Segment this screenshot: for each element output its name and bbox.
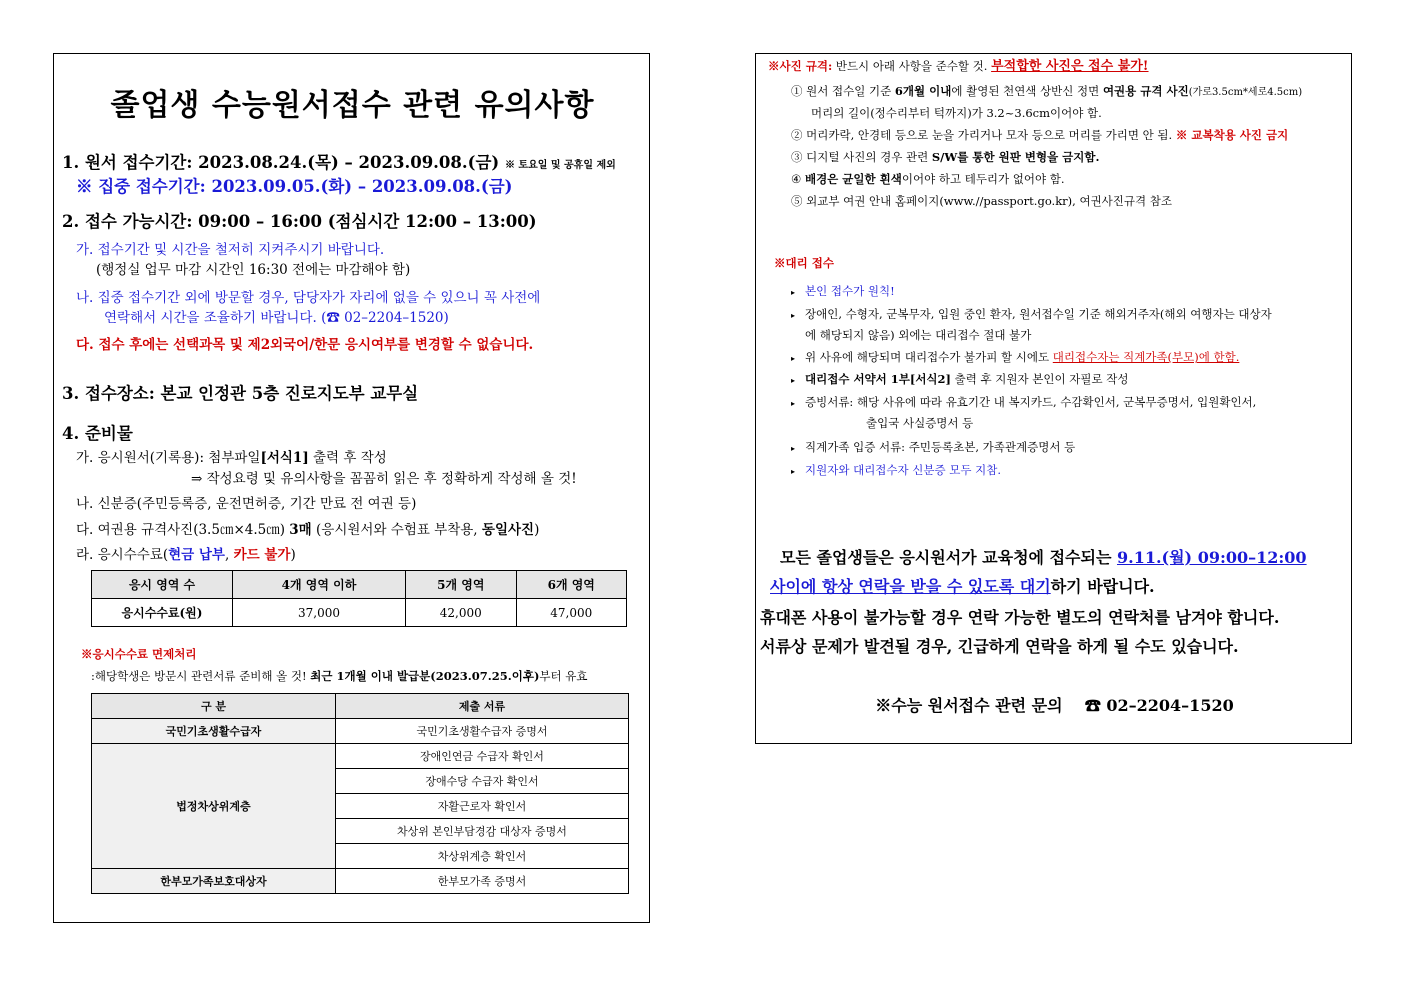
s4-item-da: 다. 여권용 규격사진(3.5㎝×4.5㎝) 3매 (응시원서와 수험표 부착용, 동일사진) — [76, 522, 540, 538]
s4-item-na: 나. 신분증(주민등록증, 운전면허증, 기간 만료 전 여권 등) — [76, 496, 417, 512]
page-title: 졸업생 수능원서접수 관련 유의사항 — [110, 88, 595, 123]
s4-item-ra: 라. 응시수수료(현금 납부, 카드 불가) — [76, 547, 296, 563]
section-4-heading: 4. 준비물 — [62, 424, 133, 443]
proxy-bullet-5-cont: 출입국 사실증명서 등 — [866, 416, 974, 430]
photo-rule-1: ① 원서 접수일 기준 6개월 이내에 촬영된 천연색 상반신 정면 여권용 규격 사진(가로3.5cm*세로4.5cm) — [791, 84, 1303, 98]
proxy-bullet-2-cont: 에 해당되지 않음) 외에는 대리접수 절대 불가 — [805, 328, 1032, 342]
proxy-heading: ※대리 접수 — [774, 256, 834, 270]
notice-line-2: 사이에 항상 연락을 받을 수 있도록 대기하기 바랍니다. — [770, 577, 1155, 596]
s4-item-ga-note: ⇒ 작성요령 및 유의사항을 꼼꼼히 읽은 후 정확하게 작성해 올 것! — [191, 471, 577, 487]
fee-header-cell: 6개 영역 — [516, 571, 627, 599]
section-2-heading: 2. 접수 가능시간: 09:00 – 16:00 (점심시간 12:00 – 13:00) — [62, 212, 537, 231]
docs-item: 차상위계층 확인서 — [336, 844, 629, 869]
docs-item: 차상위 본인부담경감 대상자 증명서 — [336, 819, 629, 844]
bullet-icon: ▸ — [791, 288, 796, 297]
fee-header-cell: 응시 영역 수 — [92, 571, 233, 599]
photo-rule-4: ④ 배경은 균일한 흰색이어야 하고 테두리가 없어야 함. — [791, 172, 1065, 186]
proxy-bullet-4: ▸ 대리접수 서약서 1부[서식2] 출력 후 지원자 본인이 자필로 작성 — [791, 372, 1129, 386]
fee-header-cell: 4개 영역 이하 — [233, 571, 406, 599]
bullet-icon: ▸ — [791, 399, 796, 408]
proxy-bullet-6: ▸ 직계가족 입증 서류: 주민등록초본, 가족관계증명서 등 — [791, 440, 1076, 454]
docs-item: 자활근로자 확인서 — [336, 794, 629, 819]
fee-table — [91, 570, 627, 627]
s2-item-da: 다. 접수 후에는 선택과목 및 제2외국어/한문 응시여부를 변경할 수 없습니다. — [76, 337, 534, 353]
fee-cell: 47,000 — [516, 599, 627, 627]
fee-row-label: 응시수수료(원) — [92, 599, 233, 627]
bullet-icon: ▸ — [791, 354, 796, 363]
docs-item: 장애수당 수급자 확인서 — [336, 769, 629, 794]
exempt-heading: ※응시수수료 면제처리 — [81, 647, 197, 661]
s2-item-na-cont: 연락해서 시간을 조율하기 바랍니다. (☎ 02–2204–1520) — [104, 310, 449, 326]
proxy-bullet-7: ▸ 지원자와 대리접수자 신분증 모두 지참. — [791, 463, 1002, 477]
fee-header-cell: 5개 영역 — [406, 571, 516, 599]
contact-time-link: 9.11.(월) 09:00–12:00 — [1116, 548, 1307, 567]
bullet-icon: ▸ — [791, 444, 796, 453]
notice-line-1: 모든 졸업생들은 응시원서가 교육청에 접수되는 9.11.(월) 09:00–12:00 — [780, 548, 1307, 567]
photo-rule-2: ② 머리카락, 안경테 등으로 눈을 가리거나 모자 등으로 머리를 가리면 안 됨. ※ 교복착용 사진 금지 — [791, 128, 1289, 142]
right-notice-page — [755, 53, 1352, 744]
bullet-icon: ▸ — [791, 311, 796, 320]
docs-category: 법정차상위계층 — [92, 744, 336, 869]
docs-item: 국민기초생활수급자 증명서 — [336, 719, 629, 744]
contact-info: ※수능 원서접수 관련 문의 ☎ 02–2204–1520 — [875, 696, 1234, 715]
proxy-bullet-5: ▸ 증빙서류: 해당 사유에 따라 유효기간 내 복지카드, 수감확인서, 군복무증명서, 입원확인서, — [791, 395, 1257, 409]
section-1-heading: 1. 원서 접수기간: 2023.08.24.(목) – 2023.09.08.(금) ※ 토요일 및 공휴일 제외 — [62, 153, 616, 172]
exempt-docs-table — [91, 693, 629, 894]
docs-header-cell: 구 분 — [92, 694, 336, 719]
docs-category: 한부모가족보호대상자 — [92, 869, 336, 894]
fee-cell: 42,000 — [406, 599, 516, 627]
photo-heading: ※사진 규격: 반드시 아래 사항을 준수할 것. 부적합한 사진은 접수 불가! — [768, 59, 1149, 74]
notice-line-4: 서류상 문제가 발견될 경우, 긴급하게 연락을 하게 될 수도 있습니다. — [760, 637, 1239, 656]
bullet-icon: ▸ — [791, 376, 796, 385]
proxy-bullet-3: ▸ 위 사유에 해당되며 대리접수가 불가피 할 시에도 대리접수자는 직계가족(부모)에 한함. — [791, 350, 1240, 364]
s2-item-ga: 가. 접수기간 및 시간을 철저히 지켜주시기 바랍니다. — [76, 242, 385, 258]
photo-rule-1-cont: 머리의 길이(정수리부터 턱까지)가 3.2~3.6cm이어야 함. — [811, 106, 1102, 120]
holiday-note: ※ 토요일 및 공휴일 제외 — [504, 160, 616, 171]
proxy-bullet-2: ▸ 장애인, 수형자, 군복무자, 입원 중인 환자, 원서접수일 기준 해외거주자(해외 여행자는 대상자 — [791, 307, 1272, 321]
proxy-bullet-1: ▸ 본인 접수가 원칙! — [791, 284, 895, 298]
left-notice-page — [53, 53, 650, 923]
notice-line-3: 휴대폰 사용이 불가능할 경우 연락 가능한 별도의 연락처를 남겨야 합니다. — [760, 608, 1280, 627]
docs-header-cell: 제출 서류 — [336, 694, 629, 719]
docs-item: 장애인연금 수급자 확인서 — [336, 744, 629, 769]
focus-period: ※ 집중 접수기간: 2023.09.05.(화) – 2023.09.08.(금) — [76, 177, 513, 196]
fee-cell: 37,000 — [233, 599, 406, 627]
s4-item-ga: 가. 응시원서(기록용): 첨부파일[서식1] 출력 후 작성 — [76, 450, 387, 466]
s2-item-na: 나. 집중 접수기간 외에 방문할 경우, 담당자가 자리에 없을 수 있으니 꼭 사전에 — [76, 290, 541, 306]
exempt-note: :해당학생은 방문시 관련서류 준비해 올 것! 최근 1개월 이내 발급분(2023.07.25.이후)부터 유효 — [91, 669, 588, 683]
docs-category: 국민기초생활수급자 — [92, 719, 336, 744]
bullet-icon: ▸ — [791, 467, 796, 476]
section-3-heading: 3. 접수장소: 본교 인정관 5층 진로지도부 교무실 — [62, 384, 419, 403]
photo-rule-3: ③ 디지털 사진의 경우 관련 S/W를 통한 원판 변형을 금지함. — [791, 150, 1100, 164]
photo-rule-5: ⑤ 외교부 여권 안내 홈페이지(www.//passport.go.kr), 여권사진규격 참조 — [791, 194, 1172, 208]
docs-item: 한부모가족 증명서 — [336, 869, 629, 894]
s2-item-ga-note: (행정실 업무 마감 시간인 16:30 전에는 마감해야 함) — [96, 262, 411, 278]
